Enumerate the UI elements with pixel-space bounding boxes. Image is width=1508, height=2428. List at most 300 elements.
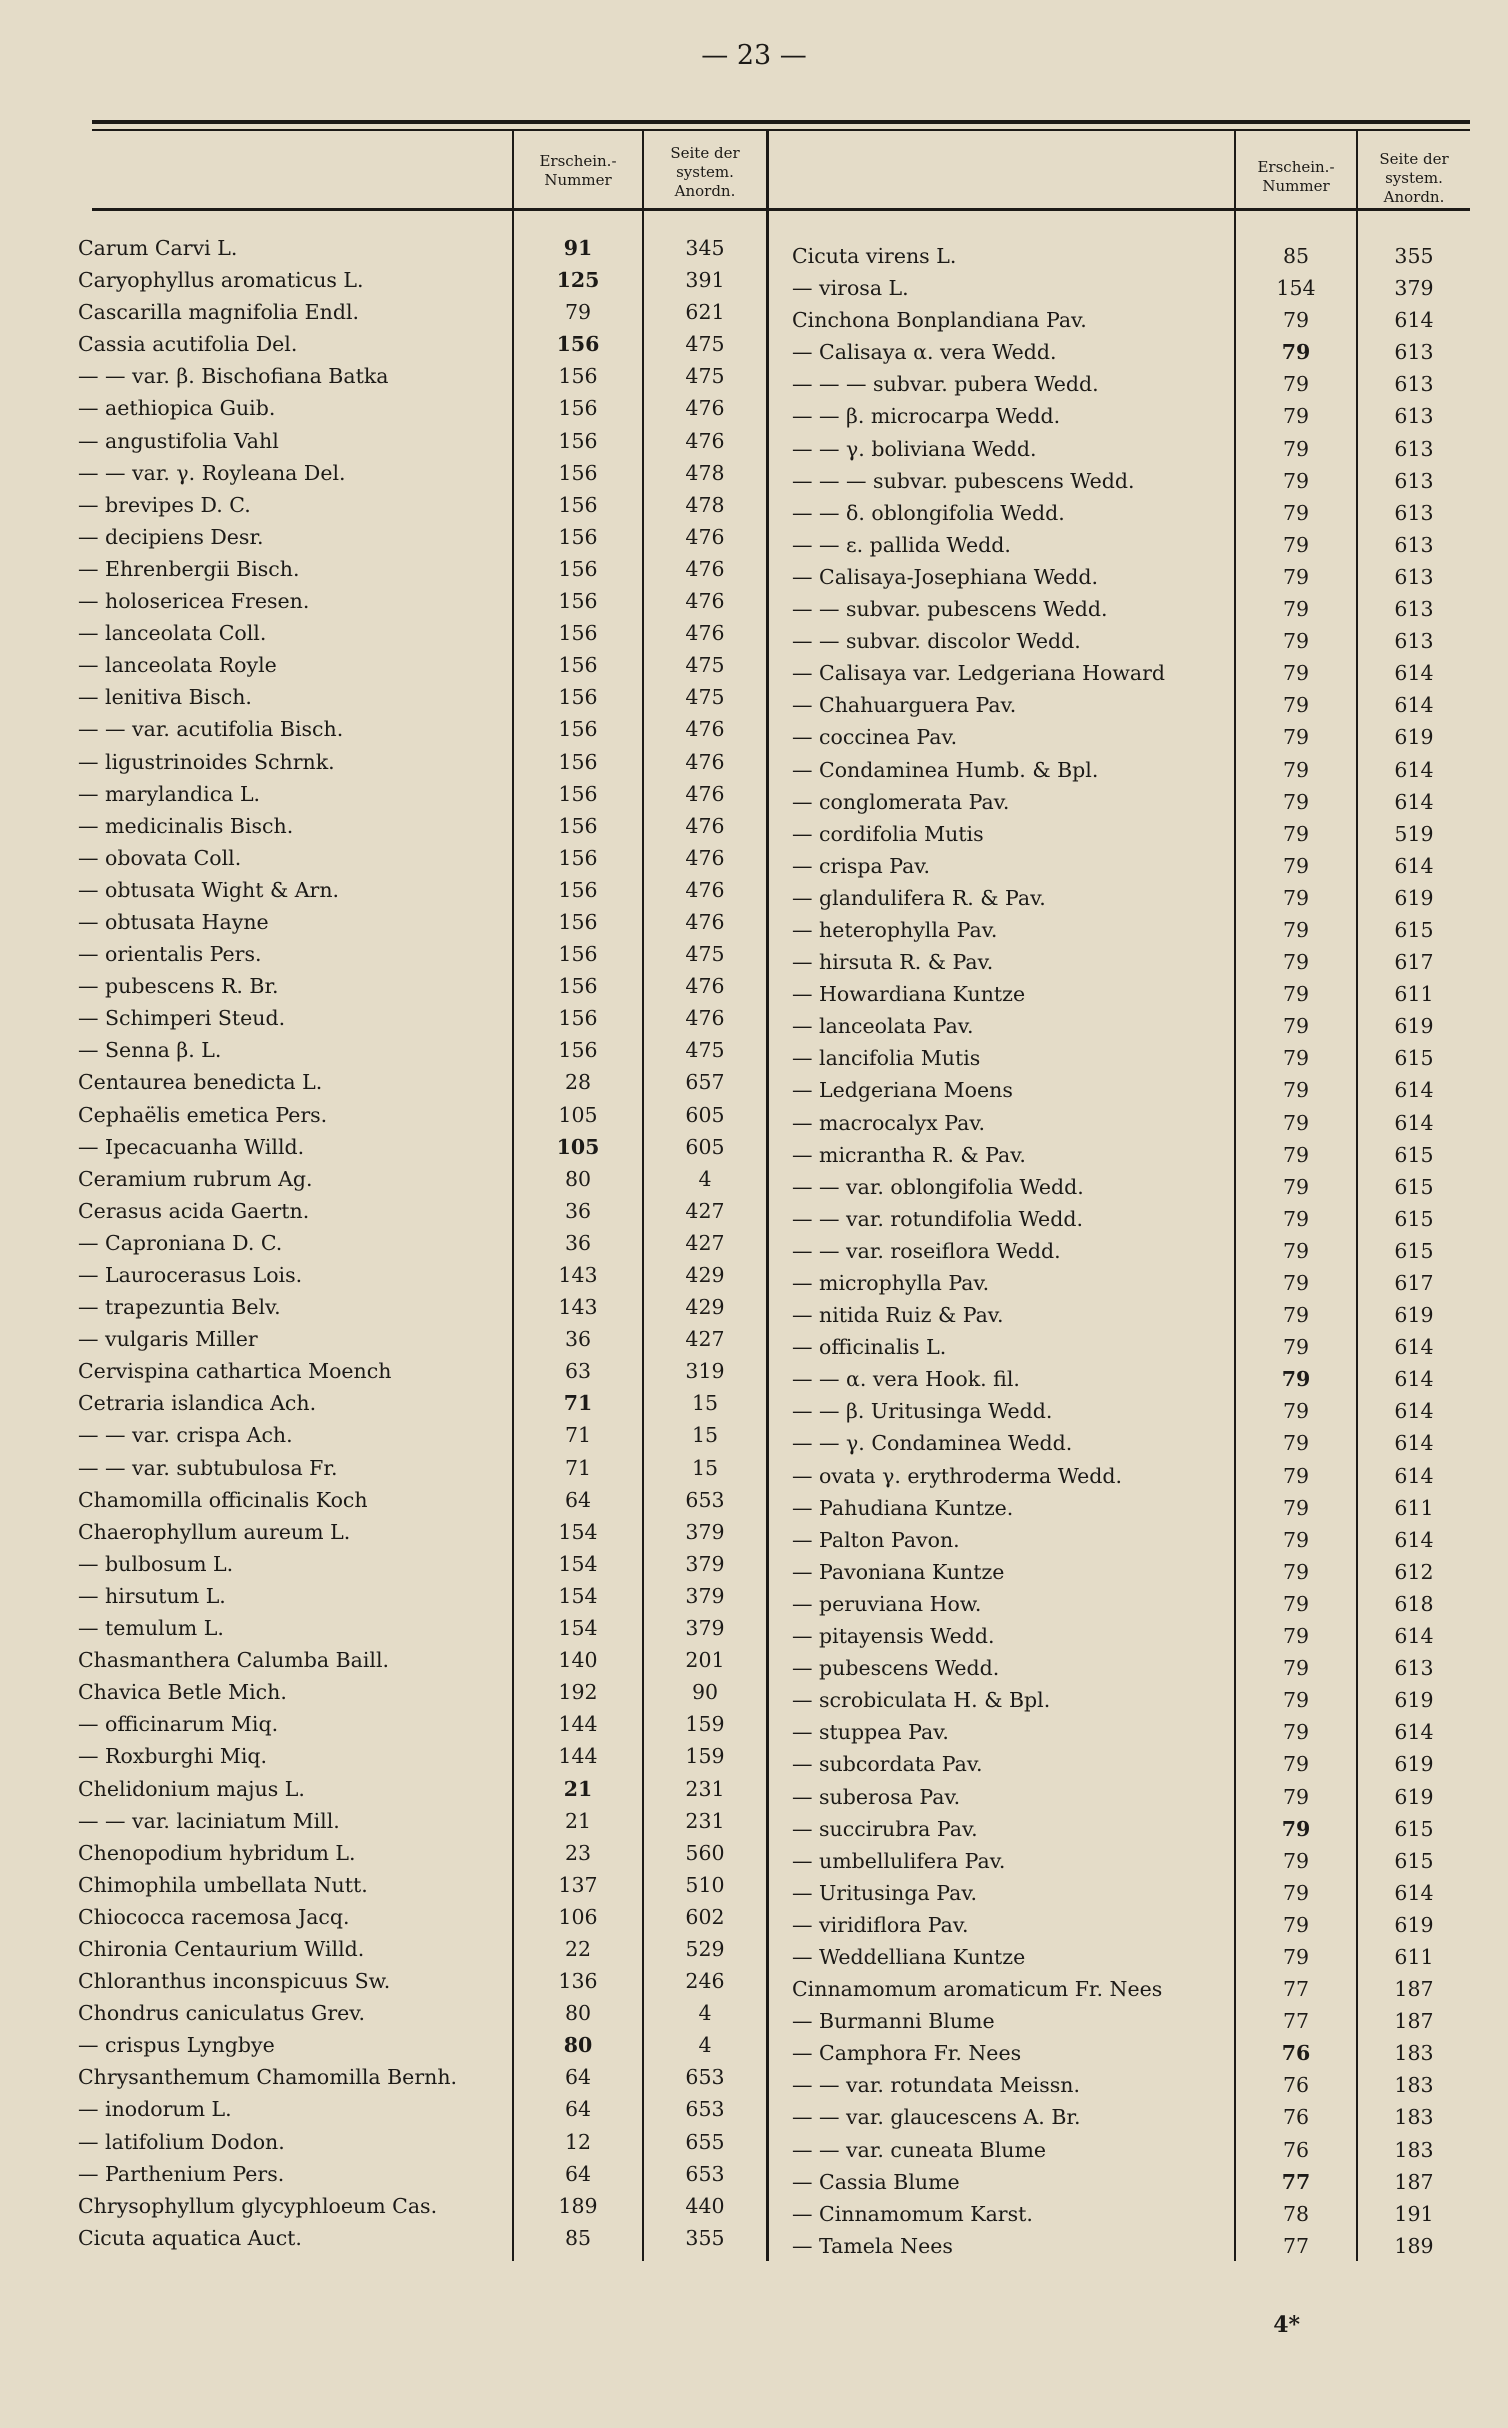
index-row — [78, 1355, 766, 1387]
index-row — [792, 625, 1472, 657]
seite-number: 619 — [1394, 725, 1434, 750]
seite-number: 614 — [1394, 693, 1434, 718]
seite-number: 614 — [1394, 1624, 1434, 1649]
index-row — [792, 689, 1472, 721]
seite-number: 613 — [1394, 500, 1434, 525]
erschein-nummer: 106 — [558, 1904, 598, 1929]
index-row — [78, 1099, 766, 1131]
seite-number: 611 — [1394, 982, 1434, 1007]
entry-name: — — var. γ. Royleana Del. — [78, 460, 346, 485]
seite-number: 614 — [1394, 789, 1434, 814]
erschein-nummer: 79 — [1282, 564, 1310, 589]
entry-name: — Calisaya var. Ledgeriana Howard — [792, 661, 1166, 686]
entry-name: — lenitiva Bisch. — [78, 685, 252, 710]
index-row — [792, 978, 1472, 1010]
seite-number: 475 — [685, 364, 725, 389]
entry-name: — Calisaya α. vera Wedd. — [792, 340, 1057, 365]
entry-name: — ligustrinoides Schrnk. — [78, 749, 335, 774]
entry-name: — orientalis Pers. — [78, 942, 262, 967]
seite-number: 427 — [685, 1230, 725, 1255]
erschein-nummer: 125 — [556, 268, 600, 293]
index-row — [78, 2222, 766, 2254]
seite-number: 519 — [1394, 821, 1434, 846]
index-row — [78, 1997, 766, 2029]
index-row — [78, 746, 766, 778]
entry-name: — lanceolata Pav. — [792, 1014, 974, 1039]
index-row — [792, 1042, 1472, 1074]
seite-number: 476 — [685, 556, 725, 581]
index-row — [78, 1291, 766, 1323]
index-row — [78, 553, 766, 585]
seite-number: 429 — [685, 1295, 725, 1320]
index-row — [792, 914, 1472, 946]
index-row — [792, 2037, 1472, 2069]
entry-name: — Ledgeriana Moens — [792, 1078, 1013, 1103]
erschein-nummer: 105 — [556, 1134, 600, 1159]
erschein-nummer: 79 — [1282, 1527, 1310, 1552]
erschein-nummer: 156 — [558, 974, 598, 999]
entry-name: — — var. subtubulosa Fr. — [78, 1455, 338, 1480]
entry-name: — — var. oblongifolia Wedd. — [792, 1174, 1084, 1199]
entry-name: — Pahudiana Kuntze. — [792, 1495, 1014, 1520]
index-row — [78, 1516, 766, 1548]
index-row — [78, 1805, 766, 1837]
index-row — [792, 1620, 1472, 1652]
seite-number: 615 — [1394, 917, 1434, 942]
entry-name: — Caproniana D. C. — [78, 1230, 283, 1255]
entry-name: — microphylla Pav. — [792, 1271, 990, 1295]
entry-name: — — var. rotundifolia Wedd. — [792, 1206, 1083, 1231]
entry-name: — temulum L. — [78, 1616, 224, 1641]
entry-name: Cascarilla magnifolia Endl. — [78, 300, 360, 325]
seite-number: 231 — [685, 1776, 725, 1801]
entry-name: — — δ. oblongifolia Wedd. — [792, 500, 1065, 525]
seite-number: 478 — [685, 460, 725, 485]
seite-number: 4 — [698, 2001, 712, 2026]
seite-number: 657 — [685, 1070, 725, 1095]
erschein-nummer: 156 — [558, 621, 598, 646]
seite-number: 429 — [685, 1263, 725, 1287]
erschein-nummer: 79 — [1282, 372, 1310, 397]
index-row — [78, 521, 766, 553]
erschein-nummer: 78 — [1282, 2201, 1310, 2226]
entry-name: — crispus Lyngbye — [78, 2033, 275, 2058]
erschein-nummer: 79 — [564, 300, 592, 325]
erschein-nummer: 189 — [558, 2193, 598, 2218]
seite-number: 201 — [685, 1648, 725, 1673]
entry-name: — inodorum L. — [78, 2097, 232, 2122]
seite-number: 612 — [1394, 1559, 1434, 1584]
index-row — [78, 296, 766, 328]
index-row — [792, 1492, 1472, 1524]
index-row — [792, 497, 1472, 529]
index-row — [792, 1010, 1472, 1042]
index-row — [792, 2069, 1472, 2101]
index-row — [78, 264, 766, 296]
index-row — [78, 2061, 766, 2093]
entry-name: — decipiens Desr. — [78, 524, 264, 549]
index-row — [792, 1427, 1472, 1459]
seite-number: 613 — [1394, 629, 1434, 654]
seite-number: 475 — [685, 942, 725, 967]
erschein-nummer: 156 — [556, 332, 600, 357]
index-row — [792, 1299, 1472, 1331]
entry-name: — trapezuntia Belv. — [78, 1295, 281, 1320]
index-row — [78, 232, 766, 264]
erschein-nummer: 154 — [1276, 276, 1316, 301]
entry-name: Carum Carvi L. — [78, 236, 238, 260]
index-row — [78, 1708, 766, 1740]
erschein-nummer: 79 — [1282, 1752, 1310, 1777]
erschein-nummer: 79 — [1282, 1591, 1310, 1616]
seite-number: 189 — [1394, 2233, 1434, 2258]
index-row — [78, 2190, 766, 2222]
erschein-nummer: 156 — [558, 653, 598, 678]
index-row — [78, 1612, 766, 1644]
seite-number: 615 — [1394, 1238, 1434, 1263]
index-row — [792, 2134, 1472, 2166]
seite-number: 614 — [1394, 853, 1434, 878]
entry-name: — succirubra Pav. — [792, 1816, 978, 1841]
entry-name: — — β. Uritusinga Wedd. — [792, 1399, 1053, 1424]
erschein-nummer: 91 — [563, 236, 593, 260]
entry-name: — ovata γ. erythroderma Wedd. — [792, 1463, 1123, 1488]
entry-name: Chasmanthera Calumba Baill. — [78, 1648, 390, 1673]
erschein-nummer: 28 — [564, 1070, 592, 1095]
index-row — [78, 1066, 766, 1098]
erschein-nummer: 80 — [563, 2033, 593, 2058]
erschein-nummer: 79 — [1282, 821, 1310, 846]
index-row — [792, 2166, 1472, 2198]
index-row — [78, 874, 766, 906]
index-row — [78, 1901, 766, 1933]
erschein-nummer: 79 — [1282, 1559, 1310, 1584]
entry-name: Chamomilla officinalis Koch — [78, 1487, 368, 1512]
index-row — [792, 946, 1472, 978]
index-row — [792, 1074, 1472, 1106]
seite-number: 615 — [1394, 1206, 1434, 1231]
erschein-nummer: 79 — [1282, 1720, 1310, 1745]
index-row — [78, 2093, 766, 2125]
index-row — [78, 1131, 766, 1163]
seite-number: 476 — [685, 813, 725, 838]
entry-name: Chondrus caniculatus Grev. — [78, 2001, 365, 2026]
index-row — [78, 1259, 766, 1291]
erschein-nummer: 156 — [558, 589, 598, 614]
erschein-nummer: 36 — [564, 1198, 592, 1223]
seite-number: 345 — [685, 236, 725, 260]
seite-number: 619 — [1394, 1688, 1434, 1713]
signature-mark: 4* — [1273, 2312, 1300, 2338]
index-row — [78, 1227, 766, 1259]
seite-number: 4 — [698, 1166, 712, 1191]
index-row — [78, 842, 766, 874]
index-row — [792, 561, 1472, 593]
entry-name: — — var. glaucescens A. Br. — [792, 2105, 1081, 2130]
entry-name: — virosa L. — [792, 276, 909, 301]
erschein-nummer: 23 — [564, 1840, 592, 1865]
index-row — [792, 1460, 1472, 1492]
entry-name: — obtusata Hayne — [78, 909, 269, 934]
erschein-nummer: 79 — [1282, 308, 1310, 333]
seite-number: 15 — [691, 1455, 719, 1480]
entry-name: — Cassia Blume — [792, 2169, 960, 2194]
erschein-nummer: 156 — [558, 749, 598, 774]
entry-name: — subcordata Pav. — [792, 1752, 983, 1777]
entry-name: Cetraria islandica Ach. — [78, 1391, 317, 1416]
entry-name: — — β. microcarpa Wedd. — [792, 404, 1061, 429]
erschein-nummer: 80 — [564, 1166, 592, 1191]
erschein-nummer: 154 — [558, 1583, 598, 1608]
index-row — [792, 2230, 1472, 2262]
seite-number: 476 — [685, 781, 725, 806]
entry-name: — — γ. boliviana Wedd. — [792, 436, 1037, 461]
index-row — [78, 2126, 766, 2158]
index-row — [792, 1716, 1472, 1748]
seite-number: 615 — [1394, 1848, 1434, 1873]
seite-number: 476 — [685, 621, 725, 646]
seite-number: 529 — [685, 1936, 725, 1961]
erschein-nummer: 85 — [564, 2225, 592, 2250]
erschein-nummer: 79 — [1282, 1142, 1310, 1167]
index-row — [78, 1965, 766, 1997]
erschein-nummer: 77 — [1282, 2233, 1310, 2258]
seite-number: 476 — [685, 749, 725, 774]
header-seite-left: Seite der system. Anordn. — [670, 144, 740, 200]
seite-number: 476 — [685, 845, 725, 870]
seite-number: 619 — [1394, 1784, 1434, 1809]
seite-number: 379 — [685, 1519, 725, 1544]
entry-name: Cephaëlis emetica Pers. — [78, 1102, 328, 1127]
seite-number: 613 — [1394, 468, 1434, 493]
entry-name: — Senna β. L. — [78, 1038, 222, 1063]
entry-name: — — ε. pallida Wedd. — [792, 532, 1011, 557]
seite-number: 615 — [1394, 1174, 1434, 1199]
right-index-column — [792, 240, 1472, 2262]
erschein-nummer: 79 — [1282, 661, 1310, 686]
seite-number: 478 — [685, 492, 725, 517]
erschein-nummer: 79 — [1282, 1848, 1310, 1873]
entry-name: — — var. laciniatum Mill. — [78, 1808, 340, 1833]
erschein-nummer: 156 — [558, 396, 598, 421]
erschein-nummer: 79 — [1282, 1206, 1310, 1231]
index-row — [78, 681, 766, 713]
seite-number: 15 — [691, 1423, 719, 1448]
seite-number: 510 — [685, 1872, 725, 1897]
entry-name: Chavica Betle Mich. — [78, 1680, 287, 1705]
entry-name: Cicuta aquatica Auct. — [78, 2225, 302, 2250]
entry-name: — officinarum Miq. — [78, 1712, 279, 1737]
seite-number: 391 — [685, 268, 725, 293]
erschein-nummer: 79 — [1282, 500, 1310, 525]
index-row — [78, 457, 766, 489]
erschein-nummer: 79 — [1282, 1046, 1310, 1071]
index-row — [792, 1524, 1472, 1556]
entry-name: — peruviana How. — [792, 1591, 982, 1616]
erschein-nummer: 71 — [563, 1391, 593, 1416]
erschein-nummer: 85 — [1282, 244, 1310, 268]
seite-number: 379 — [1394, 276, 1434, 301]
seite-number: 615 — [1394, 1046, 1434, 1071]
erschein-nummer: 79 — [1282, 1624, 1310, 1649]
seite-number: 605 — [685, 1134, 725, 1159]
erschein-nummer: 79 — [1282, 1463, 1310, 1488]
entry-name: — angustifolia Vahl — [78, 428, 279, 453]
seite-number: 476 — [685, 589, 725, 614]
erschein-nummer: 21 — [564, 1808, 592, 1833]
erschein-nummer: 79 — [1282, 1303, 1310, 1328]
erschein-nummer: 79 — [1282, 1078, 1310, 1103]
entry-name: — Chahuarguera Pav. — [792, 693, 1017, 718]
erschein-nummer: 79 — [1282, 436, 1310, 461]
entry-name: — macrocalyx Pav. — [792, 1110, 985, 1135]
left-index-column — [78, 232, 766, 2254]
entry-name: — Ehrenbergii Bisch. — [78, 556, 300, 581]
seite-number: 613 — [1394, 532, 1434, 557]
seite-number: 619 — [1394, 885, 1434, 910]
seite-number: 475 — [685, 1038, 725, 1063]
entry-name: — Parthenium Pers. — [78, 2161, 285, 2186]
index-row — [78, 649, 766, 681]
index-row — [792, 2101, 1472, 2133]
index-row — [792, 1203, 1472, 1235]
erschein-nummer: 156 — [558, 1006, 598, 1031]
index-row — [792, 1973, 1472, 2005]
seite-number: 613 — [1394, 564, 1434, 589]
index-row — [78, 778, 766, 810]
index-row — [792, 786, 1472, 818]
erschein-nummer: 136 — [558, 1969, 598, 1994]
index-row — [78, 1452, 766, 1484]
seite-number: 653 — [685, 2161, 725, 2186]
seite-number: 614 — [1394, 1431, 1434, 1456]
erschein-nummer: 79 — [1282, 1656, 1310, 1681]
seite-number: 476 — [685, 717, 725, 742]
seite-number: 355 — [685, 2225, 725, 2250]
erschein-nummer: 64 — [564, 2161, 592, 2186]
entry-name: — Cinnamomum Karst. — [792, 2201, 1033, 2226]
entry-name: — micrantha R. & Pav. — [792, 1142, 1026, 1167]
seite-number: 187 — [1394, 2009, 1434, 2034]
entry-name: — — var. β. Bischofiana Batka — [78, 364, 389, 389]
index-row — [792, 818, 1472, 850]
entry-name: — viridiflora Pav. — [792, 1912, 969, 1937]
entry-name: — suberosa Pav. — [792, 1784, 961, 1809]
index-row — [792, 1845, 1472, 1877]
index-row — [792, 1331, 1472, 1363]
index-row — [792, 1588, 1472, 1620]
seite-number: 614 — [1394, 661, 1434, 686]
seite-number: 90 — [691, 1680, 719, 1705]
erschein-nummer: 156 — [558, 845, 598, 870]
index-row — [78, 1387, 766, 1419]
index-row — [792, 368, 1472, 400]
seite-number: 4 — [698, 2033, 712, 2058]
index-row — [78, 360, 766, 392]
seite-number: 621 — [685, 300, 725, 325]
erschein-nummer: 79 — [1282, 1014, 1310, 1039]
entry-name: — — subvar. discolor Wedd. — [792, 629, 1081, 654]
seite-number: 476 — [685, 396, 725, 421]
seite-number: 475 — [685, 685, 725, 710]
entry-name: Caryophyllus aromaticus L. — [78, 268, 364, 293]
seite-number: 319 — [685, 1359, 725, 1384]
seite-number: 655 — [685, 2129, 725, 2154]
seite-number: 613 — [1394, 372, 1434, 397]
erschein-nummer: 143 — [558, 1295, 598, 1320]
seite-number: 613 — [1394, 597, 1434, 622]
entry-name: — Howardiana Kuntze — [792, 982, 1026, 1007]
erschein-nummer: 71 — [564, 1423, 592, 1448]
top-rule-thin — [92, 129, 1470, 131]
seite-number: 246 — [685, 1969, 725, 1994]
index-row — [792, 721, 1472, 753]
index-row — [78, 810, 766, 842]
seite-number: 619 — [1394, 1014, 1434, 1039]
index-row — [78, 970, 766, 1002]
seite-number: 15 — [691, 1391, 719, 1416]
entry-name: — — α. vera Hook. fil. — [792, 1367, 1020, 1392]
entry-name: — Palton Pavon. — [792, 1527, 960, 1552]
entry-name: Chloranthus inconspicuus Sw. — [78, 1969, 391, 1994]
index-row — [792, 1267, 1472, 1299]
seite-number: 379 — [685, 1583, 725, 1608]
entry-name: — cordifolia Mutis — [792, 821, 984, 846]
erschein-nummer: 77 — [1281, 2169, 1311, 2194]
seite-number: 653 — [685, 2065, 725, 2090]
seite-number: 614 — [1394, 1399, 1434, 1424]
erschein-nummer: 79 — [1282, 853, 1310, 878]
erschein-nummer: 79 — [1282, 1688, 1310, 1713]
erschein-nummer: 156 — [558, 460, 598, 485]
entry-name: — marylandica L. — [78, 781, 261, 806]
erschein-nummer: 79 — [1282, 1335, 1310, 1360]
seite-number: 231 — [685, 1808, 725, 1833]
seite-number: 191 — [1394, 2201, 1434, 2226]
erschein-nummer: 79 — [1282, 629, 1310, 654]
erschein-nummer: 76 — [1282, 2105, 1310, 2130]
erschein-nummer: 77 — [1282, 2009, 1310, 2034]
seite-number: 476 — [685, 909, 725, 934]
erschein-nummer: 79 — [1282, 1431, 1310, 1456]
entry-name: — heterophylla Pav. — [792, 917, 998, 942]
index-row — [792, 1235, 1472, 1267]
seite-number: 619 — [1394, 1912, 1434, 1937]
index-row — [78, 1484, 766, 1516]
seite-number: 614 — [1394, 1720, 1434, 1745]
erschein-nummer: 64 — [564, 2097, 592, 2122]
entry-name: — bulbosum L. — [78, 1551, 234, 1576]
erschein-nummer: 79 — [1282, 1495, 1310, 1520]
entry-name: Cinchona Bonplandiana Pav. — [792, 308, 1087, 333]
index-row — [792, 850, 1472, 882]
erschein-nummer: 36 — [564, 1230, 592, 1255]
index-row — [792, 1941, 1472, 1973]
seite-number: 379 — [685, 1551, 725, 1576]
erschein-nummer: 79 — [1282, 1912, 1310, 1937]
erschein-nummer: 79 — [1282, 789, 1310, 814]
seite-number: 183 — [1394, 2105, 1434, 2130]
entry-name: Chenopodium hybridum L. — [78, 1840, 356, 1865]
erschein-nummer: 156 — [558, 1038, 598, 1063]
seite-number: 476 — [685, 524, 725, 549]
entry-name: — Tamela Nees — [792, 2233, 953, 2258]
index-row — [792, 1813, 1472, 1845]
erschein-nummer: 79 — [1282, 1110, 1310, 1135]
entry-name: — pubescens Wedd. — [792, 1656, 1000, 1681]
entry-name: — Calisaya-Josephiana Wedd. — [792, 564, 1099, 589]
entry-name: — umbellulifera Pav. — [792, 1848, 1006, 1873]
